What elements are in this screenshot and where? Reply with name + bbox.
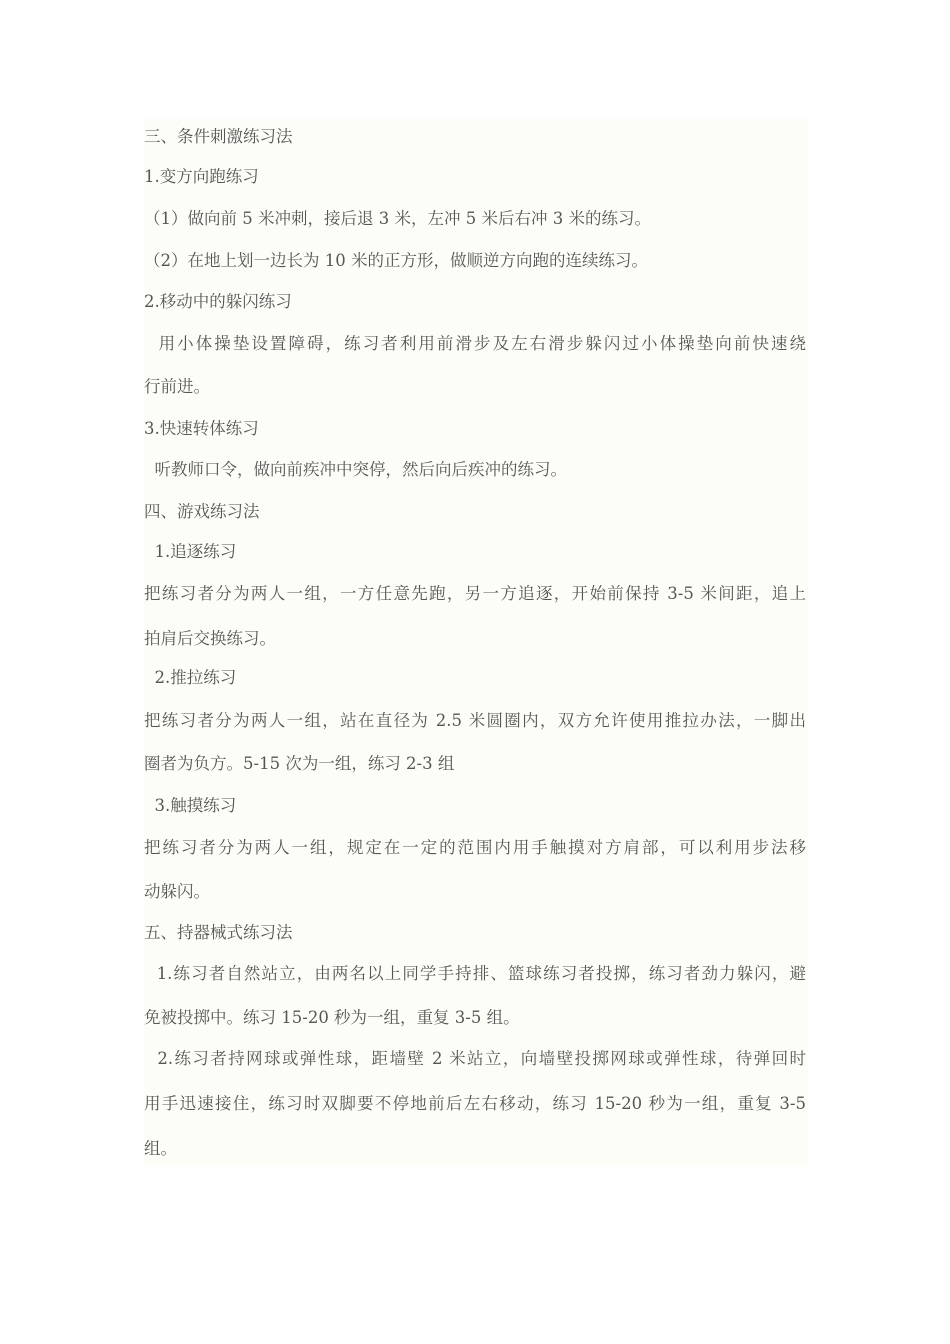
section-heading-4: 四、游戏练习法 [144, 502, 260, 521]
paragraph-line: 把练习者分为两人一组，站在直径为 2.5 米圆圈内，双方允许使用推拉办法，一脚出 [144, 711, 806, 730]
subheading-dodge: 2.移动中的躲闪练习 [144, 292, 292, 311]
paragraph-line: 听教师口令，做向前疾冲中突停，然后向后疾冲的练习。 [144, 460, 567, 479]
subheading-touch: 3.触摸练习 [144, 796, 237, 815]
paragraph-line: 免被投掷中。练习 15-20 秒为一组，重复 3-5 组。 [144, 1008, 520, 1027]
paragraph-line: 把练习者分为两人一组，一方任意先跑，另一方追逐，开始前保持 3-5 米间距，追上 [144, 584, 806, 603]
paragraph-line: 行前进。 [144, 377, 210, 396]
subheading-chase: 1.追逐练习 [144, 542, 237, 561]
section-heading-3: 三、条件刺激练习法 [144, 127, 293, 146]
paragraph-line: 圈者为负方。5-15 次为一组，练习 2-3 组 [144, 754, 455, 773]
paragraph-line: 1.练习者自然站立，由两名以上同学手持排、篮球练习者投掷，练习者劲力躲闪，避 [144, 964, 806, 983]
paragraph-line: 组。 [144, 1139, 177, 1158]
paragraph-line: 2.练习者持网球或弹性球，距墙壁 2 米站立，向墙壁投掷网球或弹性球，待弹回时 [144, 1049, 806, 1068]
paragraph-line: 用手迅速接住，练习时双脚要不停地前后左右移动，练习 15-20 秒为一组，重复 3-5 [144, 1094, 806, 1113]
paragraph-line: 用小体操垫设置障碍，练习者利用前滑步及左右滑步躲闪过小体操垫向前快速绕 [144, 334, 806, 353]
subheading-push-pull: 2.推拉练习 [144, 668, 237, 687]
paragraph-line: 动躲闪。 [144, 882, 210, 901]
subheading-turn: 3.快速转体练习 [144, 419, 259, 438]
paragraph-line: （2）在地上划一边长为 10 米的正方形，做顺逆方向跑的连续练习。 [144, 251, 648, 270]
paragraph-line: 把练习者分为两人一组，规定在一定的范围内用手触摸对方肩部，可以利用步法移 [144, 838, 806, 857]
section-heading-5: 五、持器械式练习法 [144, 923, 293, 942]
subheading-direction-change: 1.变方向跑练习 [144, 167, 259, 186]
paragraph-line: （1）做向前 5 米冲刺，接后退 3 米，左冲 5 米后右冲 3 米的练习。 [144, 209, 651, 228]
paragraph-line: 拍肩后交换练习。 [144, 629, 276, 648]
